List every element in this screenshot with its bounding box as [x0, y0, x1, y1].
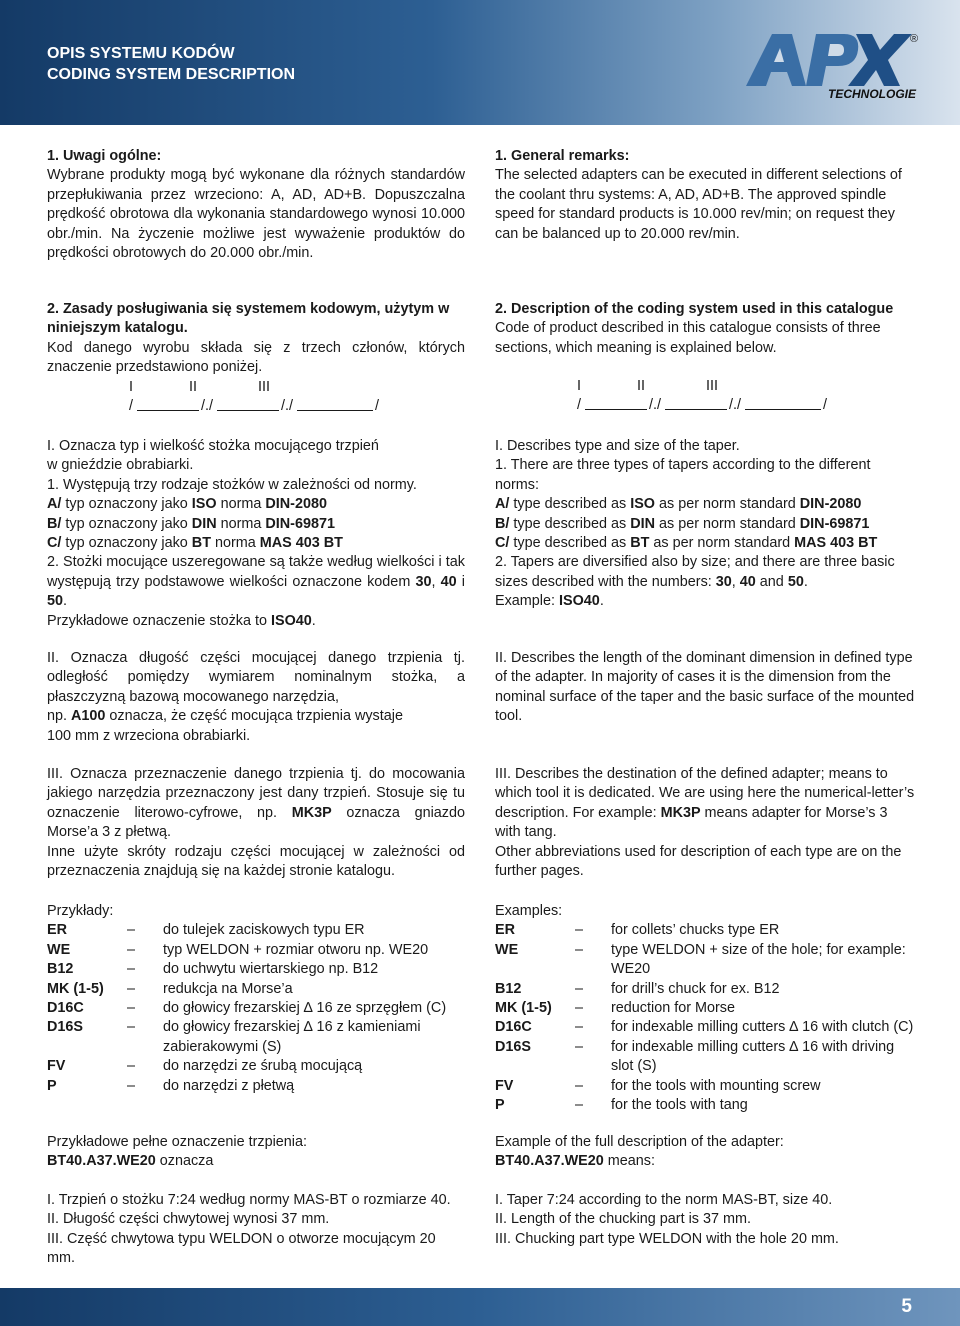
paragraph: BT40.A37.WE20 means: [495, 1153, 655, 1170]
example-dash: – [127, 1019, 136, 1036]
example-code: B12 [495, 980, 522, 997]
section-examples [495, 902, 915, 1115]
example-row [495, 941, 915, 980]
paragraph: Wybrane produkty mogą być wykonane dla różnych standardów przepłukiwania przez wrzeciono: A, AD, AD+B. Dopuszczalna prędkość obrotowa dla wykonania standardowego wynosi 10.000 obr./min. Na życzenie możliwe jest wyważenie produktów do prędkości obrotowych do 20.000 obr./min. [47, 167, 465, 262]
example-code: D16C [47, 1000, 84, 1017]
example-dash: – [127, 961, 136, 978]
example-description: typ WELDON + rozmiar otworu np. WE20 [163, 941, 429, 958]
example-description: reduction for Morse [611, 1000, 735, 1017]
section-heading: 2. Zasady posługiwania się systemem kodowym, użytym w niniejszym katalogu. [47, 301, 450, 337]
example-description: for indexable milling cutters ∆ 16 with driving slot (S) [611, 1038, 895, 1075]
example-dash: – [127, 922, 136, 939]
example-code: P [47, 1077, 57, 1094]
section-full-example [495, 1133, 915, 1172]
example-description: do tulejek zaciskowych typu ER [163, 922, 365, 939]
paragraph: The selected adapters can be executed in different selections of the coolant thru systems: A, AD, AD+B. The approved spindle speed for standard products is 10.000 rev/min; on request they can be balanced up to 20.000 rev/min. [495, 167, 902, 242]
example-row [47, 960, 465, 979]
page-footer [0, 1288, 960, 1326]
example-dash: – [575, 1019, 584, 1036]
header-title-english: CODING SYSTEM DESCRIPTION [47, 66, 296, 83]
example-row [47, 921, 465, 940]
roman-numeral: III [258, 378, 270, 395]
apx-logo [740, 28, 920, 100]
paragraph: I. Taper 7:24 according to the norm MAS-BT, size 40. [495, 1192, 833, 1208]
code-scheme [47, 378, 465, 418]
scheme-slash: / [577, 397, 581, 414]
example-dash: – [575, 1097, 584, 1114]
example-row [495, 1038, 915, 1077]
paragraph: np. A100 oznacza, że część mocująca trzpienia wystaje [47, 708, 403, 725]
example-description: for drill’s chuck for ex. B12 [611, 980, 780, 997]
section-heading: 1. General remarks: [495, 148, 630, 164]
paragraph: w gnieździe obrabiarki. [47, 457, 194, 474]
roman-numeral: I [577, 378, 581, 395]
logo-subtitle: TECHNOLOGIE [827, 87, 917, 100]
scheme-slash: / [375, 397, 379, 414]
scheme-slash: /./ [649, 397, 661, 414]
norm-line-c: C/ typ oznaczony jako BT norma MAS 403 BT [47, 535, 343, 552]
example-row [47, 1018, 465, 1057]
example-row [495, 1096, 915, 1115]
section-part-two [47, 649, 465, 746]
roman-numeral: I [129, 378, 133, 395]
paragraph: 100 mm z wrzeciona obrabiarki. [47, 727, 251, 744]
example-row [495, 980, 915, 999]
example-row [495, 921, 915, 940]
paragraph: III. Chucking part type WELDON with the hole 20 mm. [495, 1230, 839, 1247]
section-part-one [495, 437, 915, 612]
example-code: WE [47, 941, 71, 958]
norm-line-b: B/ type described as DIN as per norm standard DIN-69871 [495, 515, 870, 532]
example-code: FV [495, 1077, 514, 1094]
registered-mark: ® [909, 33, 919, 45]
example-row [47, 1057, 465, 1076]
paragraph: Inne użyte skróty rodzaju części mocującej w zależności od przeznaczenia znajdują się na każdej stronie katalogu. [47, 843, 465, 880]
example-row [47, 980, 465, 999]
paragraph-example: Przykładowe oznaczenie stożka to ISO40. [47, 612, 316, 629]
example-code: D16S [495, 1038, 531, 1055]
section-part-one [47, 437, 465, 631]
header-title [47, 43, 295, 85]
paragraph: I. Trzpień o stożku 7:24 według normy MAS-BT o rozmiarze 40. [47, 1192, 451, 1208]
section-full-example [47, 1133, 465, 1172]
example-dash: – [127, 1077, 136, 1094]
section-coding-rules [495, 300, 915, 417]
norm-line-b: B/ typ oznaczony jako DIN norma DIN-69871 [47, 515, 335, 532]
paragraph: Kod danego wyrobu składa się z trzech członów, których znaczenie przedstawiono poniżej. [47, 339, 465, 376]
roman-numeral: II [189, 378, 197, 395]
example-code: MK (1-5) [47, 980, 104, 997]
section-part-three [47, 765, 465, 881]
scheme-line [665, 409, 727, 410]
scheme-slash: /./ [201, 397, 213, 414]
paragraph: 1. Występują trzy rodzaje stożków w zależności od normy. [47, 476, 417, 493]
paragraph: III. Część chwytowa typu WELDON o otworze mocującym 20 mm. [47, 1230, 436, 1267]
example-dash: – [575, 980, 584, 997]
example-code: B12 [47, 961, 74, 978]
example-description: do narzędzi z płetwą [163, 1077, 295, 1094]
section-final [47, 1191, 465, 1269]
examples-list [495, 921, 915, 1115]
example-description: redukcja na Morse’a [163, 980, 293, 997]
page-header [0, 0, 960, 125]
example-description: for indexable milling cutters ∆ 16 with clutch (C) [611, 1019, 914, 1036]
example-row [495, 1018, 915, 1037]
paragraph: III. Describes the destination of the defined adapter; means to which tool it is dedicated. We are using here the numerical-letter’s description. For example: MK3P means adapter for Morse’s 3 with tang. [495, 766, 915, 841]
paragraph: Przykładowe pełne oznaczenie trzpienia: [47, 1134, 307, 1150]
scheme-slash: /./ [729, 397, 741, 414]
scheme-line [217, 410, 279, 411]
scheme-slash: /./ [281, 397, 293, 414]
example-description: do głowicy frezarskiej ∆ 16 z kamieniami zabierakowymi (S) [163, 1019, 421, 1055]
paragraph-example: Example: ISO40. [495, 593, 604, 610]
header-title-polish: OPIS SYSTEMU KODÓW [47, 45, 235, 62]
example-description: type WELDON + size of the hole; for example: WE20 [611, 941, 906, 978]
example-code: ER [47, 922, 67, 939]
norm-line-c: C/ type described as BT as per norm standard MAS 403 BT [495, 535, 878, 552]
example-description: for the tools with mounting screw [611, 1077, 821, 1094]
example-description: for collets’ chucks type ER [611, 922, 780, 939]
paragraph: I. Oznacza typ i wielkość stożka mocującego trzpień [47, 438, 379, 454]
section-part-two [495, 649, 915, 727]
scheme-line [745, 409, 821, 410]
example-dash: – [575, 1077, 584, 1094]
paragraph: BT40.A37.WE20 oznacza [47, 1153, 214, 1170]
scheme-line [297, 410, 373, 411]
code-scheme [495, 377, 915, 417]
norm-line-a: A/ typ oznaczony jako ISO norma DIN-2080 [47, 496, 327, 513]
scheme-slash: / [823, 397, 827, 414]
examples-list [47, 921, 465, 1096]
section-final [495, 1191, 915, 1249]
paragraph-sizes: 2. Tapers are diversified also by size; and there are three basic sizes described with the numbers: 30, 40 and 50. [495, 554, 895, 590]
paragraph: III. Oznacza przeznaczenie danego trzpienia tj. do mocowania jakiego narzędzia przeznaczony jest dany trzpień. Stosuje się tu oznaczenie literowo-cyfrowe, np. MK3P oznacza gniazdo Morse’a 3 z płetwą. [47, 766, 465, 841]
section-part-three [495, 765, 915, 881]
example-dash: – [127, 980, 136, 997]
example-dash: – [575, 922, 584, 939]
examples-title: Przykłady: [47, 903, 114, 919]
example-code: MK (1-5) [495, 1000, 552, 1017]
section-heading: 2. Description of the coding system used in this catalogue [495, 301, 894, 317]
example-description: do uchwytu wiertarskiego np. B12 [163, 961, 379, 978]
example-code: FV [47, 1058, 66, 1075]
example-description: do narzędzi ze śrubą mocującą [163, 1058, 363, 1075]
page-number: 5 [901, 1296, 912, 1317]
paragraph: Other abbreviations used for description of each type are on the further pages. [495, 843, 902, 880]
example-code: P [495, 1097, 505, 1114]
example-code: ER [495, 922, 515, 939]
example-description: for the tools with tang [611, 1097, 748, 1114]
scheme-line [137, 410, 199, 411]
roman-numeral: II [637, 378, 645, 395]
example-row [47, 941, 465, 960]
example-dash: – [127, 941, 136, 958]
paragraph: 1. There are three types of tapers according to the different norms: [495, 457, 871, 493]
paragraph: Example of the full description of the adapter: [495, 1134, 784, 1150]
example-row [495, 1077, 915, 1096]
example-dash: – [575, 1000, 584, 1017]
example-dash: – [127, 1058, 136, 1075]
paragraph: II. Length of the chucking part is 37 mm. [495, 1211, 751, 1228]
example-code: D16C [495, 1019, 532, 1036]
example-dash: – [575, 941, 584, 958]
norm-line-a: A/ type described as ISO as per norm standard DIN-2080 [495, 496, 862, 513]
paragraph: II. Długość części chwytowej wynosi 37 mm. [47, 1211, 330, 1228]
example-dash: – [575, 1038, 584, 1055]
section-examples [47, 902, 465, 1096]
paragraph: II. Describes the length of the dominant dimension in defined type of the adapter. In majority of cases it is the dimension from the nominal surface of the taper and the basic surface of the mounted tool. [495, 650, 915, 725]
example-row [47, 999, 465, 1018]
section-heading: 1. Uwagi ogólne: [47, 148, 162, 164]
paragraph: I. Describes type and size of the taper. [495, 438, 740, 454]
example-dash: – [127, 1000, 136, 1017]
example-code: WE [495, 941, 519, 958]
scheme-slash: / [129, 397, 133, 414]
paragraph-sizes: 2. Stożki mocujące uszeregowane są także według wielkości i tak występują trzy podstawowe wielkości oznaczone kodem 30, 40 i 50. [47, 554, 465, 610]
example-row [47, 1077, 465, 1096]
example-row [495, 999, 915, 1018]
scheme-line [585, 409, 647, 410]
example-description: do głowicy frezarskiej ∆ 16 ze sprzęgłem (C) [163, 1000, 447, 1017]
paragraph: II. Oznacza długość części mocującej danego trzpienia tj. odległość pomiędzy wymiarem nominalnym stożka, a płaszczyzną bazową mocowanego narzędzia, [47, 650, 465, 705]
section-coding-rules [47, 300, 465, 418]
roman-numeral: III [706, 378, 718, 395]
section-general-remarks [495, 147, 915, 244]
example-code: D16S [47, 1019, 83, 1036]
section-general-remarks [47, 147, 465, 263]
paragraph: Code of product described in this catalogue consists of three sections, which meaning is explained below. [495, 320, 881, 356]
examples-title: Examples: [495, 903, 563, 919]
